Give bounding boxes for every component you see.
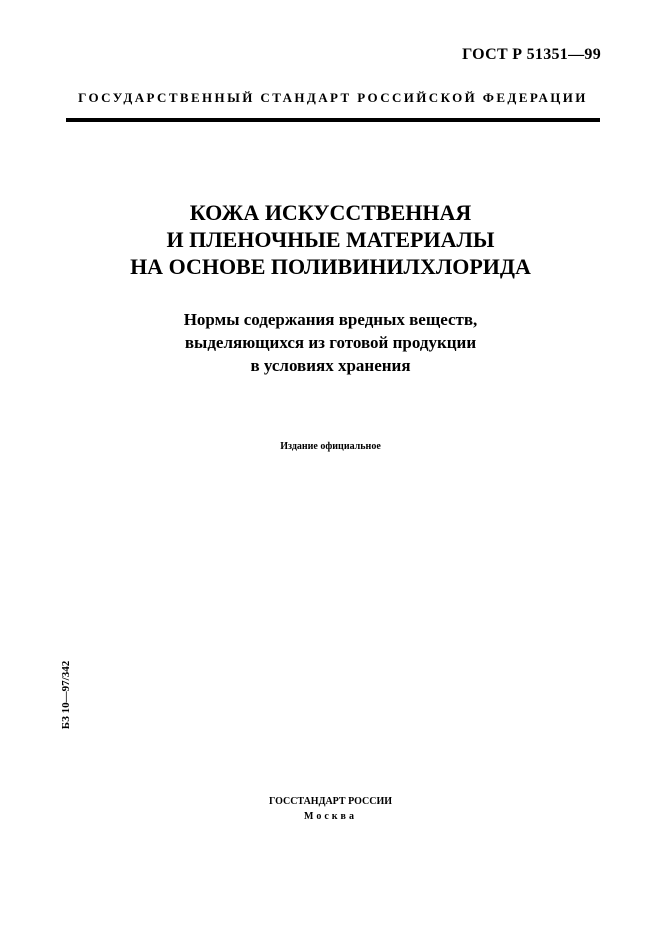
document-code: ГОСТ Р 51351—99 [462, 46, 601, 63]
header-rule [66, 118, 600, 122]
publisher-city: Москва [304, 811, 357, 822]
side-registration-code: БЗ 10—97/342 [60, 660, 72, 730]
document-title [40, 199, 621, 280]
title-line: И ПЛЕНОЧНЫЕ МАТЕРИАЛЫ [166, 227, 495, 252]
subtitle-line: в условиях хранения [250, 356, 411, 375]
edition-note: Издание официальное [280, 441, 381, 452]
publisher-name: ГОССТАНДАРТ РОССИИ [268, 796, 393, 807]
document-subtitle [40, 308, 621, 377]
state-standard-heading: ГОСУДАРСТВЕННЫЙ СТАНДАРТ РОССИЙСКОЙ ФЕДЕРАЦИИ [78, 90, 588, 105]
title-line: НА ОСНОВЕ ПОЛИВИНИЛХЛОРИДА [130, 254, 531, 279]
title-line: КОЖА ИСКУССТВЕННАЯ [189, 200, 472, 225]
subtitle-line: Нормы содержания вредных веществ, [183, 310, 478, 329]
subtitle-line: выделяющихся из готовой продукции [184, 333, 477, 352]
